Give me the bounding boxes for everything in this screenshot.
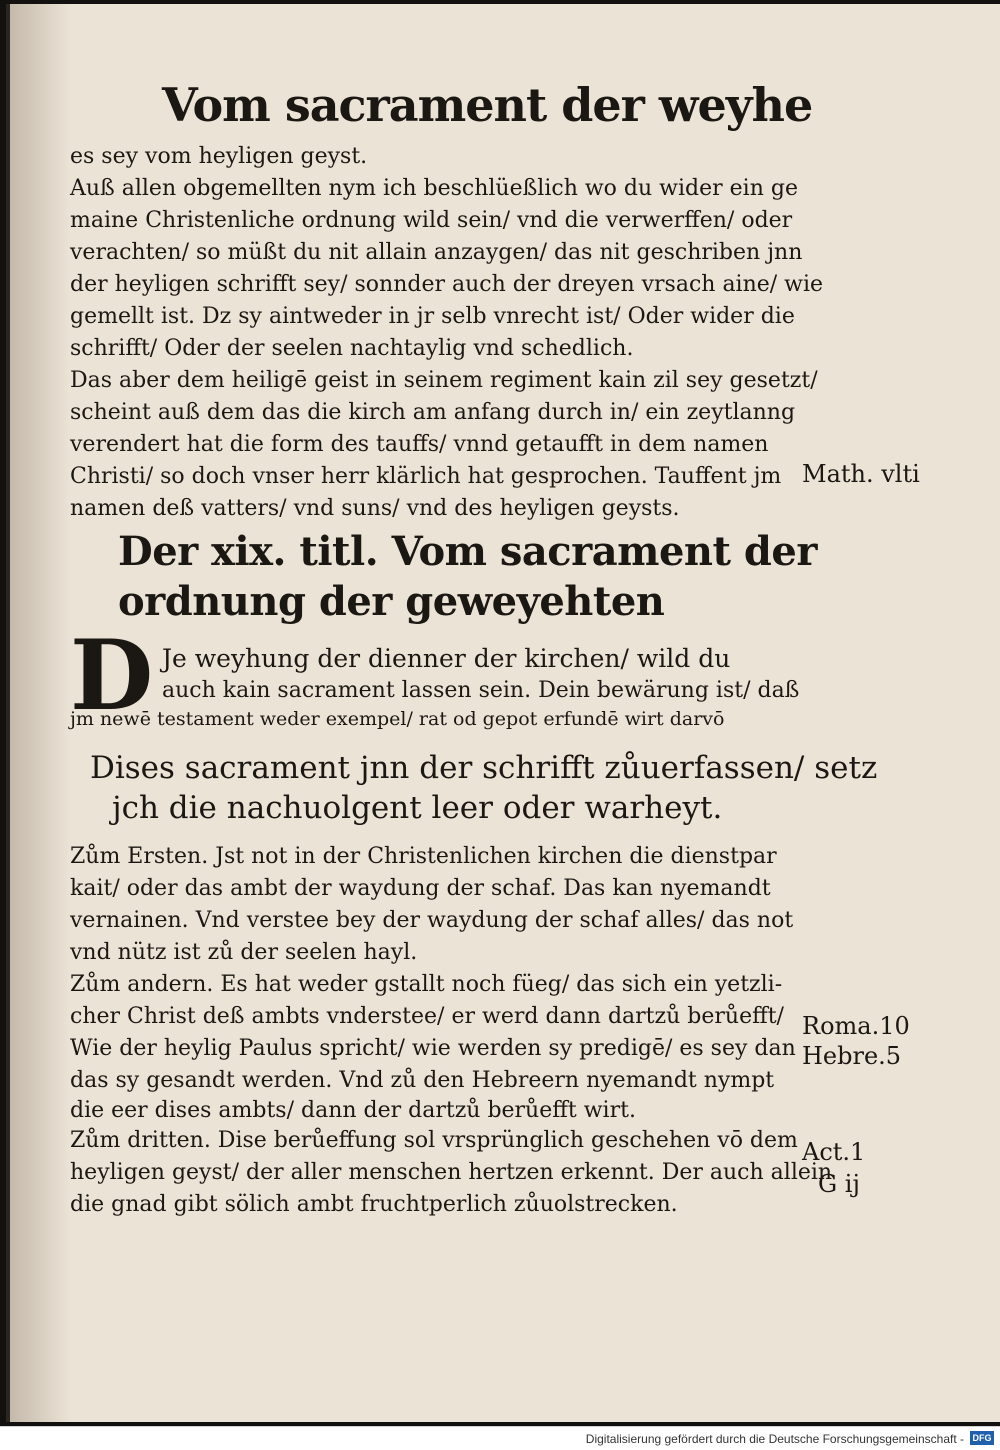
text-line: Das aber dem heiligē geist in seinem regiment kain zil sey gesetzt/ (70, 368, 818, 393)
text-line: das sy gesandt werden. Vnd zů den Hebreern nyemandt nympt (70, 1068, 775, 1093)
text-line: es sey vom heyligen geyst. (70, 144, 368, 169)
text-line: gemellt ist. Dz sy aintweder in jr selb vnrecht ist/ Oder wider die (70, 304, 795, 329)
dfg-logo: DFG (970, 1431, 994, 1445)
text-line: Wie der heylig Paulus spricht/ wie werden sy predigē/ es sey dan (70, 1036, 796, 1061)
margin-note: Math. vlti (802, 460, 920, 488)
text-line: vernainen. Vnd verstee bey der waydung der schaf alles/ das not (70, 908, 794, 933)
text-line: Zům Ersten. Jst not in der Christenlichen kirchen die dienstpar (70, 844, 777, 869)
text-line: die eer dises ambts/ dann der dartzů berůefft wirt. (70, 1098, 636, 1123)
text-line: auch kain sacrament lassen sein. Dein bewärung ist/ daß (162, 678, 800, 703)
chapter-heading-line: ordnung der geweyehten (118, 578, 665, 625)
signature-mark: G ij (818, 1170, 860, 1198)
text-line: der heyligen schrifft sey/ sonnder auch der dreyen vrsach aine/ wie (70, 272, 824, 297)
margin-note: Hebre.5 (802, 1042, 902, 1070)
text-line: Christi/ so doch vnser herr klärlich hat gesprochen. Tauffent jm (70, 464, 782, 489)
text-line: schrifft/ Oder der seelen nachtaylig vnd schedlich. (70, 336, 634, 361)
text-line: jch die nachuolgent leer oder warheyt. (112, 790, 723, 826)
text-line: cher Christ deß ambts vnderstee/ er werd dann dartzů berůefft/ (70, 1004, 784, 1029)
text-line: kait/ oder das ambt der waydung der schaf. Das kan nyemandt (70, 876, 771, 901)
text-line: verendert hat die form des tauffs/ vnnd getaufft in dem namen (70, 432, 769, 457)
text-line: Auß allen obgemellten nym ich beschlüeßlich wo du wider ein ge (70, 176, 798, 201)
book-page (6, 4, 1000, 1422)
margin-note: Act.1 (802, 1138, 866, 1166)
text-line: maine Christenliche ordnung wild sein/ vnd die verwerffen/ oder (70, 208, 793, 233)
text-line: verachten/ so müßt du nit allain anzaygen/ das nit geschriben jnn (70, 240, 803, 265)
text-line: vnd nütz ist zů der seelen hayl. (70, 940, 418, 965)
text-line: scheint auß dem das die kirch am anfang durch in/ ein zeytlanng (70, 400, 796, 425)
funding-credit: Digitalisierung gefördert durch die Deutsche Forschungsgemeinschaft - (585, 1432, 964, 1446)
text-line: Zům dritten. Dise berůeffung sol vrsprünglich geschehen vō dem (70, 1128, 798, 1153)
text-line: Je weyhung der dienner der kirchen/ wild du (162, 644, 731, 673)
drop-capital: D (70, 619, 154, 732)
text-line: heyligen geyst/ der aller menschen hertzen erkennt. Der auch allein (70, 1160, 833, 1185)
text-line: jm newē testament weder exempel/ rat od gepot erfundē wirt darvō (70, 708, 725, 730)
text-line: die gnad gibt sölich ambt fruchtperlich zůuolstrecken. (70, 1192, 678, 1217)
chapter-heading-line: Der xix. titl. Vom sacrament der (118, 528, 817, 575)
text-line: Dises sacrament jnn der schrifft zůuerfassen/ setz (90, 750, 878, 786)
footer-bar (0, 1426, 1000, 1450)
text-line: Zům andern. Es hat weder gstallt noch füeg/ das sich ein yetzli- (70, 972, 783, 997)
margin-note: Roma.10 (802, 1012, 910, 1040)
running-header: Vom sacrament der weyhe (162, 78, 813, 132)
text-line: namen deß vatters/ vnd suns/ vnd des heyligen geysts. (70, 496, 680, 521)
